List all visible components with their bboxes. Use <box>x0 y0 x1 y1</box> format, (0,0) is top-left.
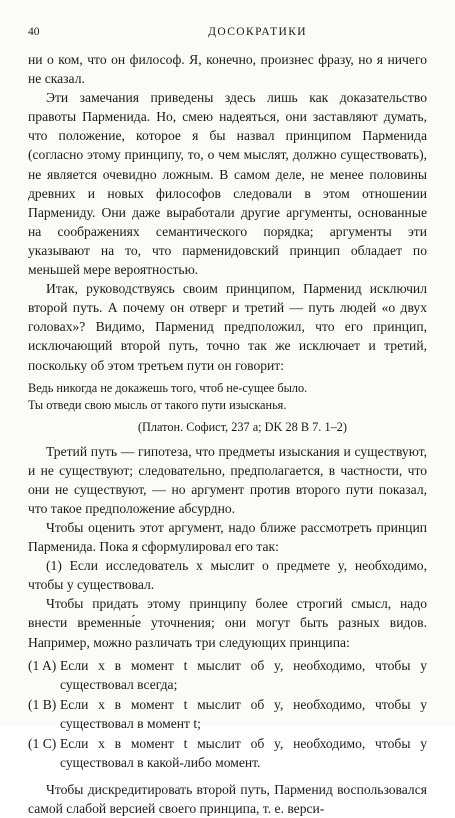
paragraph: Чтобы оценить этот аргумент, надо ближе рассмотреть принцип Парменида. Пока я сформулировал его так: <box>28 519 427 555</box>
principle-label: (1 A) <box>28 657 57 673</box>
paragraph: Эти замечания приведены здесь лишь как доказательство правоты Парменида. Но, смею надеяться, они заставляют думать, что положение, которое я бы назвал принципом Парменида (согласно этому принципу, то, о чем мыслят, должно существовать), не является очевидно ложным. В самом деле, не менее половины древних и новых философов следовали в этом отношении Пармениду. Они даже выработали другие аргументы, основанные на соображениях семантического порядка; аргументы эти указывают на то, что парменидовский принцип обладает по меньшей мере вероятностью. <box>28 90 427 278</box>
principle-text: Если x в момент t мыслит об y, необходимо, чтобы y существовал в момент t; <box>60 696 427 731</box>
principle-item <box>28 734 427 772</box>
paragraph: Чтобы придать этому принципу более строгий смысл, надо внести временны́е уточнения; они могут быть разных видов. Например, можно различать три следующих принципа: <box>28 596 427 650</box>
quote-line: Ты отведи свою мысль от такого пути изысканья. <box>28 397 287 412</box>
principle-statement: (1) Если исследователь x мыслит о предмете y, необходимо, чтобы y существовал. <box>28 558 427 593</box>
principle-list <box>28 656 427 773</box>
principle-label: (1 B) <box>28 696 57 712</box>
paragraph: Итак, руководствуясь своим принципом, Парменид исключил второй путь. А почему он отверг и третий — путь людей «о двух головах»? Видимо, Парменид предположил, что его принцип, исключающий второй путь, точно так же исключает и третий, поскольку об этом третьем пути он говорит: <box>28 281 427 373</box>
quote-source: (Платон. Софист, 237 a; DK 28 B 7. 1–2) <box>137 419 347 434</box>
principle-text: Если x в момент t мыслит об y, необходимо, чтобы y существовал всегда; <box>60 657 427 692</box>
running-title: ДОСОКРАТИКИ <box>208 26 307 38</box>
page-body <box>28 50 427 818</box>
principle-item <box>28 695 427 733</box>
page-number: 40 <box>28 26 40 38</box>
page-header <box>28 26 427 38</box>
poem-quote <box>28 380 427 436</box>
paragraph: Третий путь — гипотеза, что предметы изыскания и существуют, и не существуют; следовательно, предполагается, в частности, что они не существуют, — но аргумент против второго пути показал, что такое предположение абсурдно. <box>28 443 427 516</box>
principle-text: Если x в момент t мыслит об y, необходимо, чтобы y существовал в какой-либо момент. <box>60 736 427 771</box>
paragraph: ни о ком, что он философ. Я, конечно, произнес фразу, но я ничего не сказал. <box>28 52 427 87</box>
principle-label: (1 C) <box>28 736 57 751</box>
quote-line: Ведь никогда не докажешь того, чтоб не-сущее было. <box>28 380 308 395</box>
principle-item <box>28 656 427 694</box>
paragraph: Чтобы дискредитировать второй путь, Парменид воспользовался самой слабой версией своего принципа, т. е. верси- <box>28 782 427 817</box>
